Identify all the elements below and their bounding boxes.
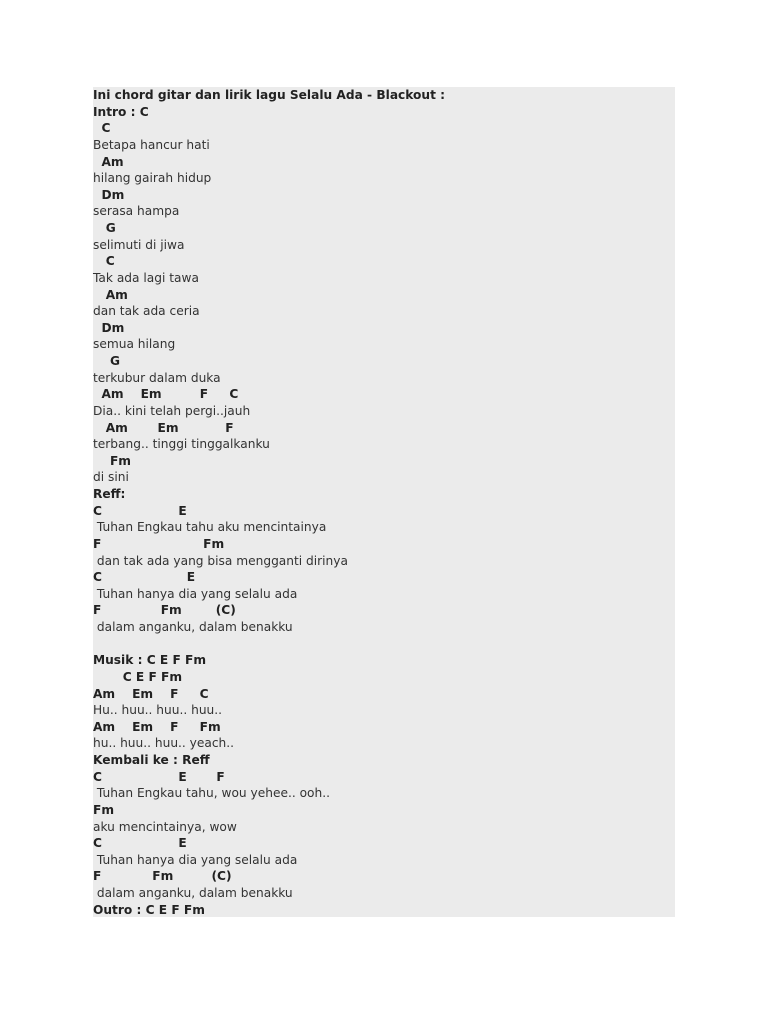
chord-line: Am Em F <box>93 420 234 435</box>
lyric-line: Tuhan hanya dia yang selalu ada <box>93 586 298 601</box>
lyric-line: serasa hampa <box>93 204 180 219</box>
chord-line: C E F <box>93 769 225 784</box>
lyric-line: semua hilang <box>93 337 176 352</box>
chord-line: Reff: <box>93 487 126 501</box>
chord-line: C <box>93 121 111 136</box>
chord-line: C E <box>93 836 187 851</box>
lyric-line: Tak ada lagi tawa <box>93 270 199 285</box>
chord-line: Dm <box>93 187 125 202</box>
chord-line: Fm <box>93 453 131 468</box>
chord-line: F Fm (C) <box>93 603 236 618</box>
blank-line <box>93 636 675 653</box>
lyric-line: dalam anganku, dalam benakku <box>93 886 293 900</box>
chord-line: Outro : C E F Fm <box>93 902 205 917</box>
chord-line: G <box>93 221 116 235</box>
chord-line: Ini chord gitar dan lirik lagu Selalu Ada - Blackout : <box>93 88 446 102</box>
lyric-line: dalam anganku, dalam benakku <box>93 620 293 634</box>
lyric-line: Tuhan Engkau tahu, wou yehee.. ooh.. <box>93 786 330 801</box>
chord-line: C E <box>93 570 196 585</box>
lyric-line: terkubur dalam duka <box>93 370 221 385</box>
lyric-line: aku mencintainya, wow <box>93 819 237 834</box>
lyric-line: Betapa hancur hati <box>93 137 210 152</box>
chord-line: Am <box>93 154 124 169</box>
chord-line: Am Em F C <box>93 686 209 701</box>
lyric-line: hu.. huu.. huu.. yeach.. <box>93 736 235 751</box>
chord-line: F Fm (C) <box>93 869 232 884</box>
chord-line: Musik : C E F Fm <box>93 653 207 668</box>
chord-line: Am <box>93 287 128 302</box>
chord-line: Intro : C <box>93 104 149 119</box>
lyric-line: Tuhan Engkau tahu aku mencintainya <box>93 520 327 535</box>
chord-line: Am Em F Fm <box>93 719 221 734</box>
lyric-line: selimuti di jiwa <box>93 237 185 252</box>
lyric-line: Tuhan hanya dia yang selalu ada <box>93 852 298 867</box>
chord-line: C E F Fm <box>93 669 183 684</box>
chord-line: C E <box>93 503 187 518</box>
lyric-line: terbang.. tinggi tinggalkanku <box>93 437 270 452</box>
chord-line: Kembali ke : Reff <box>93 753 210 767</box>
lyric-line: di sini <box>93 470 129 485</box>
lyric-line: dan tak ada ceria <box>93 304 200 319</box>
chord-line: Dm <box>93 320 125 335</box>
lyric-line: Dia.. kini telah pergi..jauh <box>93 403 251 418</box>
chord-line: C <box>93 254 115 269</box>
lyric-line: Hu.. huu.. huu.. huu.. <box>93 703 223 718</box>
lyric-line: hilang gairah hidup <box>93 171 212 186</box>
chord-line: G <box>93 354 120 368</box>
chord-sheet-text <box>93 87 675 918</box>
chord-line: Am Em F C <box>93 387 239 402</box>
lyric-line: dan tak ada yang bisa mengganti dirinya <box>93 553 348 568</box>
chord-line: Fm <box>93 802 115 817</box>
chord-line: F Fm <box>93 536 225 551</box>
